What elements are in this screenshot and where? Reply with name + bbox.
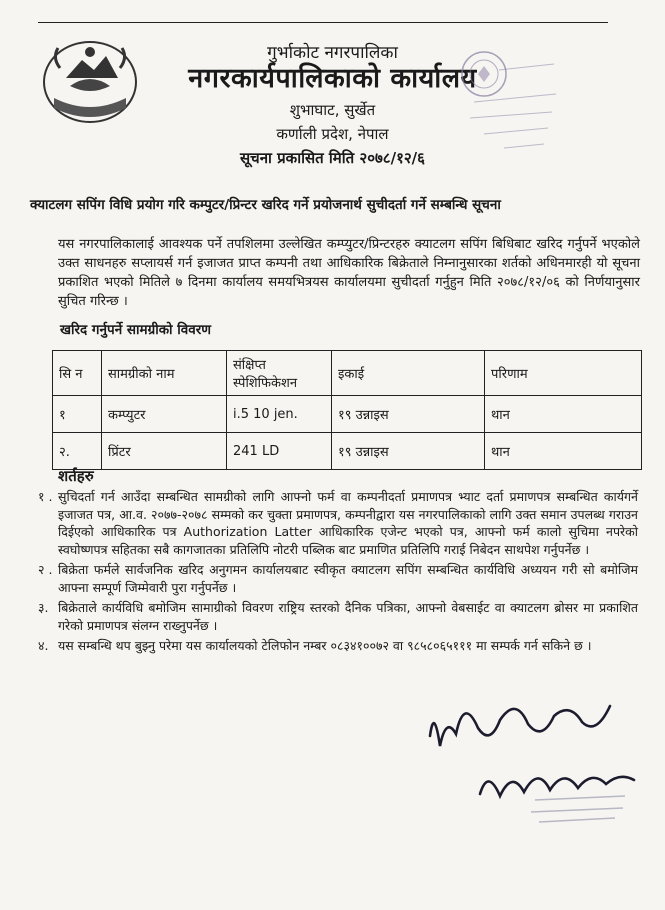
cell-unit: १९ उन्नाइस: [332, 433, 485, 470]
col-header-unit: इकाई: [332, 351, 485, 396]
condition-text: यस सम्बन्धि थप बुझ्नु परेमा यस कार्यालयको टेलिफोन नम्बर ०८३४१००७२ वा ९८५८०६५१११ मा सम्पर्क गर्न सकिने छ ।: [58, 638, 592, 653]
cell-quantity: थान: [485, 433, 642, 470]
condition-item: [38, 637, 638, 655]
condition-item: [38, 561, 638, 596]
col-header-quantity: परिणाम: [485, 351, 642, 396]
cell-quantity: थान: [485, 396, 642, 433]
cell-sn: २.: [53, 433, 102, 470]
cell-sn: १: [53, 396, 102, 433]
cell-specification: 241 LD: [227, 433, 332, 470]
items-section-title: खरिद गर्नुपर्ने सामग्रीको विवरण: [60, 322, 212, 338]
col-header-item-name: सामग्रीको नाम: [102, 351, 227, 396]
items-table: [52, 350, 642, 470]
condition-item: [38, 599, 638, 634]
condition-text: बिक्रेता फर्मले सार्वजनिक खरिद अनुगमन कार्यालयबाट स्वीकृत क्याटलग सपिंग सम्बन्धित कार्यविधि अध्ययन गरी सो बमोजिम आफ्ना सम्पूर्ण जिम्मेवारी पुरा गर्नुपर्नेछ ।: [58, 562, 638, 595]
small-stamp: [525, 788, 635, 828]
office-seal-stamp: [444, 40, 562, 158]
condition-number: ४.: [38, 638, 49, 653]
published-date: सूचना प्रकासित मिति २०७८/१२/६: [240, 149, 425, 167]
condition-text: बिक्रेताले कार्यविधि बमोजिम सामाग्रीको विवरण राष्ट्रिय स्तरको दैनिक पत्रिका, आफ्नो वेबसाईट वा क्याटलग ब्रोसर मा प्रकाशित गरेको प्रमाणपत्र संलग्न राख्नुपर्नेछ ।: [58, 600, 638, 633]
office-location: शुभाघाट, सुर्खेत: [289, 101, 376, 119]
conditions-list: [38, 488, 638, 658]
table-header-row: [53, 351, 642, 396]
office-province: कर्णाली प्रदेश, नेपाल: [276, 125, 389, 143]
municipality-name: गुर्भाकोट नगरपालिका: [267, 43, 398, 63]
condition-text: सुचिदर्ता गर्न आउँदा सम्बन्धित सामग्रीको लागि आफ्नो फर्म वा कम्पनीदर्ता प्रमाणपत्र भ्याट दर्ता प्रमाणपत्र सम्बन्धित कार्यगर्ने इजाजत पत्र, आ.व. २०७७-२०७८ सम्मको कर चुक्ता प्रमाणपत्र, कम्पनीद्वारा यस नगरपालिकाको लागि उक्त समान उपलब्ध गराउन दिईएको आधिकारिक पत्र Authorization Latter आधिकारिक एजेन्ट भएको पत्र, आफ्नो फर्म कालो सुचिमा नपरेको स्वघोष्णपत्र सहितका सबै कागजातका प्रतिलिपि नोटरी पब्लिक बाट प्रमाणित प्रतिलिपि गराई निबेदन साथपेश गर्नुपर्नेछ ।: [58, 489, 638, 557]
cell-specification: i.5 10 jen.: [227, 396, 332, 433]
cell-unit: १९ उन्नाइस: [332, 396, 485, 433]
condition-number: ३.: [38, 600, 49, 615]
table-row: [53, 396, 642, 433]
top-rule: [38, 22, 608, 23]
condition-number: १ .: [38, 489, 53, 504]
cell-item-name: प्रिंटर: [102, 433, 227, 470]
col-header-sn: सि न: [53, 351, 102, 396]
notice-subject: क्याटलग सपिंग विधि प्रयोग गरि कम्पुटर/प्रिन्टर खरिद गर्ने प्रयोजनार्थ सुचीदर्ता गर्ने सम्बन्धि सूचना: [30, 197, 501, 213]
condition-item: [38, 488, 638, 558]
office-name: नगरकार्यपालिकाको कार्यालय: [188, 63, 477, 94]
table-row: [53, 433, 642, 470]
conditions-title: शर्तहरु: [58, 467, 94, 485]
notice-body: यस नगरपालिकालाई आवश्यक पर्ने तपशिलमा उल्लेखित कम्प्युटर/प्रिन्टरहरु क्याटलग सपिंग बिधिबाट खरिद गर्नुपर्ने भएकोले उक्त साधनहरु सप्लायर्स गर्न इजाजत प्राप्त कम्पनी तथा आधिकारिक बिक्रेताले निम्नानुसारका शर्तको अधिनमारही यो सूचना प्रकाशित भएको मितिले ७ दिनमा कार्यालय समयभित्रयस कार्यालयमा सुचीदर्ता गर्नुहुन मिति २०७८/१२/०६ को निर्णयानुसार सुचित गरिन्छ ।: [58, 237, 640, 309]
condition-number: २ .: [38, 562, 53, 577]
cell-item-name: कम्प्युटर: [102, 396, 227, 433]
col-header-specification: संक्षिप्त स्पेशिफिकेशन: [227, 351, 332, 396]
